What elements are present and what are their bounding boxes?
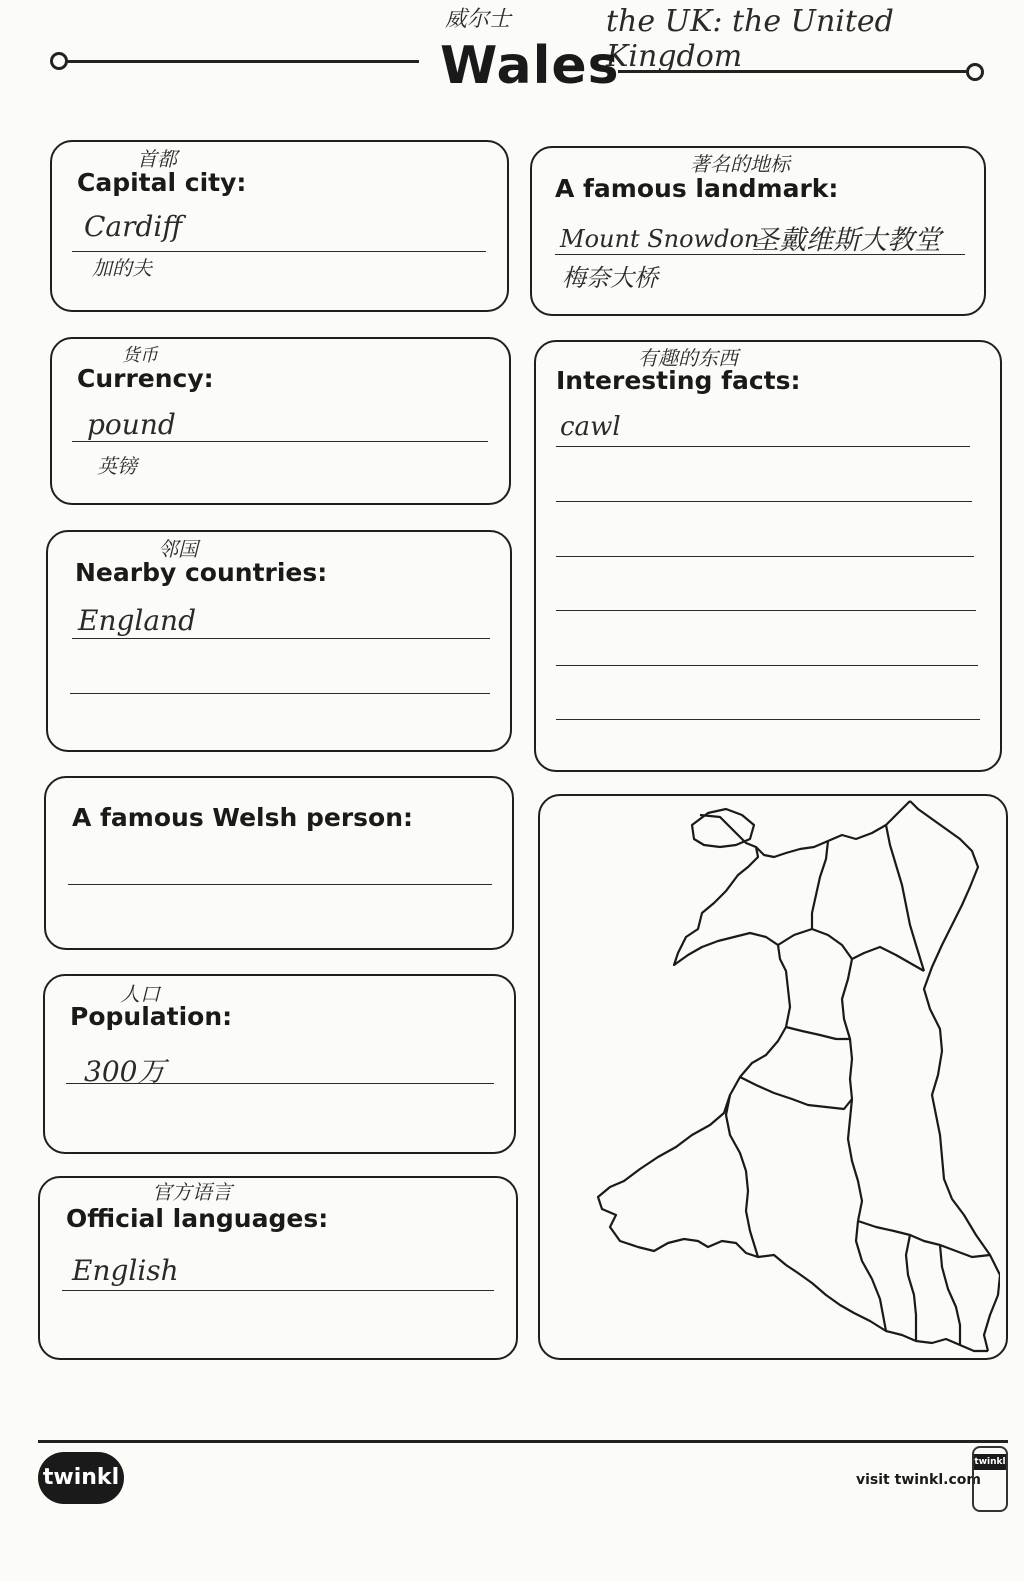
facts-rule-6 [556, 719, 980, 720]
population-note: 人口 [120, 982, 160, 1006]
languages-note: 官方语言 [152, 1180, 232, 1204]
capital-answer: Cardiff [84, 210, 183, 243]
title-line-right [618, 70, 970, 73]
title-line-left [67, 60, 419, 63]
landmark-answer-note: 梅奈大桥 [562, 264, 658, 292]
facts-rule-3 [556, 556, 974, 557]
currency-note: 货币 [122, 345, 158, 366]
currency-label: Currency: [77, 364, 214, 393]
capital-note: 首都 [137, 147, 177, 171]
top-note: the UK: the United Kingdom [606, 4, 894, 74]
languages-answer: English [72, 1254, 179, 1287]
nearby-answer: England [78, 604, 197, 637]
nearby-rule-1 [72, 638, 490, 639]
facts-note: 有趣的东西 [638, 346, 738, 370]
footer-divider [38, 1440, 1008, 1443]
facts-rule-1 [556, 446, 970, 447]
currency-answer-note: 英镑 [97, 454, 137, 478]
twinkl-badge-text: twinkl [974, 1454, 1006, 1470]
facts-rule-4 [556, 610, 976, 611]
facts-rule-5 [556, 665, 978, 666]
facts-label: Interesting facts: [556, 366, 801, 395]
population-label: Population: [70, 1002, 233, 1031]
landmark-answer-extra: 圣戴维斯大教堂 [752, 225, 941, 256]
nearby-label: Nearby countries: [75, 558, 328, 587]
landmark-note: 著名的地标 [690, 152, 790, 176]
currency-rule [72, 441, 488, 442]
twinkl-logo-text: twinkl [42, 1465, 120, 1490]
person-label: A famous Welsh person: [72, 803, 414, 832]
nearby-rule-2 [70, 693, 490, 694]
landmark-answer: Mount Snowdon [560, 225, 760, 253]
title-note: 威尔士 [445, 7, 512, 32]
page-title: Wales [440, 36, 620, 96]
facts-rule-2 [556, 501, 972, 502]
twinkl-badge [972, 1446, 1008, 1512]
population-answer: 300万 [84, 1055, 166, 1088]
languages-rule [62, 1290, 494, 1291]
footer-url[interactable]: visit twinkl.com [856, 1472, 981, 1488]
facts-answer: cawl [560, 412, 621, 442]
title-line-right-dot [966, 63, 984, 81]
capital-answer-note: 加的夫 [92, 256, 152, 280]
population-rule [66, 1083, 494, 1084]
twinkl-logo[interactable] [38, 1452, 124, 1504]
title-line-left-dot [50, 52, 68, 70]
person-rule [68, 884, 492, 885]
capital-label: Capital city: [77, 168, 247, 197]
nearby-note: 邻国 [158, 537, 198, 561]
landmark-rule [555, 254, 965, 255]
currency-answer: pound [87, 408, 176, 441]
languages-label: Official languages: [66, 1204, 329, 1233]
wales-map-icon [580, 795, 1000, 1355]
landmark-label: A famous landmark: [555, 174, 839, 203]
